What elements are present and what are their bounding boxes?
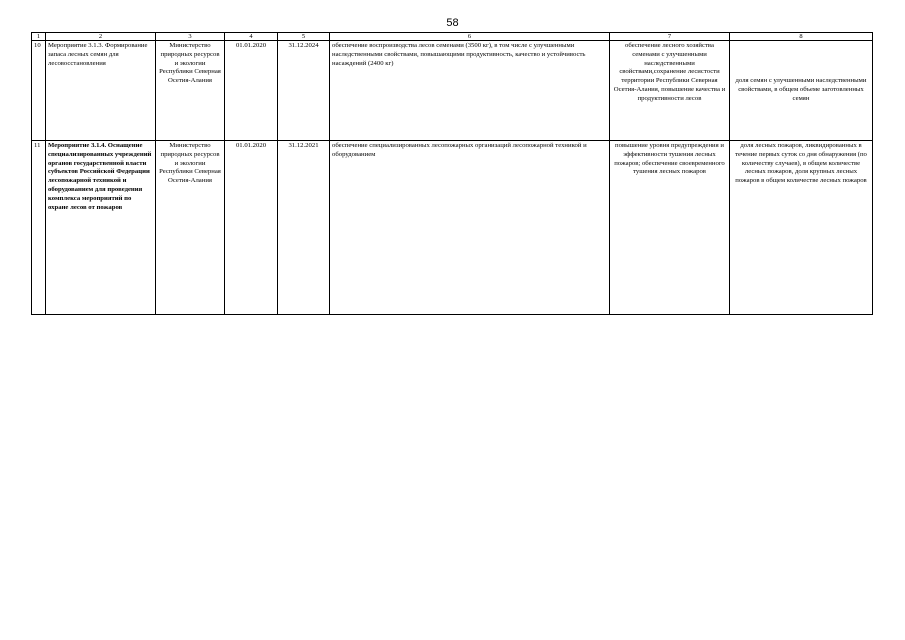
executor: Министерство природных ресурсов и экологии Республики Северная Осетия-Алания — [156, 141, 225, 315]
description: обеспечение воспроизводства лесов семенами (3500 кг), в том числе с улучшенными наследственными свойствами, повышающими продуктивность, качество и устойчивость насаждений (2400 кг) — [330, 41, 610, 141]
page-number: 58 — [446, 17, 459, 29]
header-row — [32, 33, 873, 41]
column-header: 2 — [46, 33, 156, 41]
table-row — [32, 141, 873, 315]
column-header: 7 — [610, 33, 730, 41]
start-date: 01.01.2020 — [225, 141, 278, 315]
indicator: доля семян с улучшенными наследственными свойствами, в общем объеме заготовленных семян — [730, 41, 873, 141]
column-header: 4 — [225, 33, 278, 41]
end-date: 31.12.2021 — [278, 141, 330, 315]
measure-name: Мероприятие 3.1.3. Формирование запаса лесных семян для лесовосстановления — [46, 41, 156, 141]
end-date: 31.12.2024 — [278, 41, 330, 141]
measures-table — [31, 32, 873, 315]
start-date: 01.01.2020 — [225, 41, 278, 141]
expected-result: обеспечение лесного хозяйства семенами с улучшенными наследственными свойствами,сохранение лесистости территории Республики Северная Осетия-Алания, повышение качества и продуктивности лесов — [610, 41, 730, 141]
column-header: 3 — [156, 33, 225, 41]
expected-result: повышение уровня предупреждения и эффективности тушения лесных пожаров; обеспечение своевременного тушения лесных пожаров — [610, 141, 730, 315]
measure-name: Мероприятие 3.1.4. Оснащение специализированных учреждений органов государственной власти субъектов Российской Федерации лесопожарной техникой и оборудованием для проведения комплекса мероприятий по охране лесов от пожаров — [46, 141, 156, 315]
executor: Министерство природных ресурсов и экологии Республики Северная Осетия-Алания — [156, 41, 225, 141]
column-header: 5 — [278, 33, 330, 41]
row-number: 10 — [32, 41, 46, 141]
column-header: 6 — [330, 33, 610, 41]
column-header: 1 — [32, 33, 46, 41]
indicator: доля лесных пожаров, ликвидированных в течение первых суток со дня обнаружения (по количеству случаев), в общем количестве лесных пожаров, доля крупных лесных пожаров в общем количестве лесных пожаров — [730, 141, 873, 315]
column-header: 8 — [730, 33, 873, 41]
description: обеспечение специализированных лесопожарных организаций лесопожарной техникой и оборудованием — [330, 141, 610, 315]
table-row — [32, 41, 873, 141]
row-number: 11 — [32, 141, 46, 315]
